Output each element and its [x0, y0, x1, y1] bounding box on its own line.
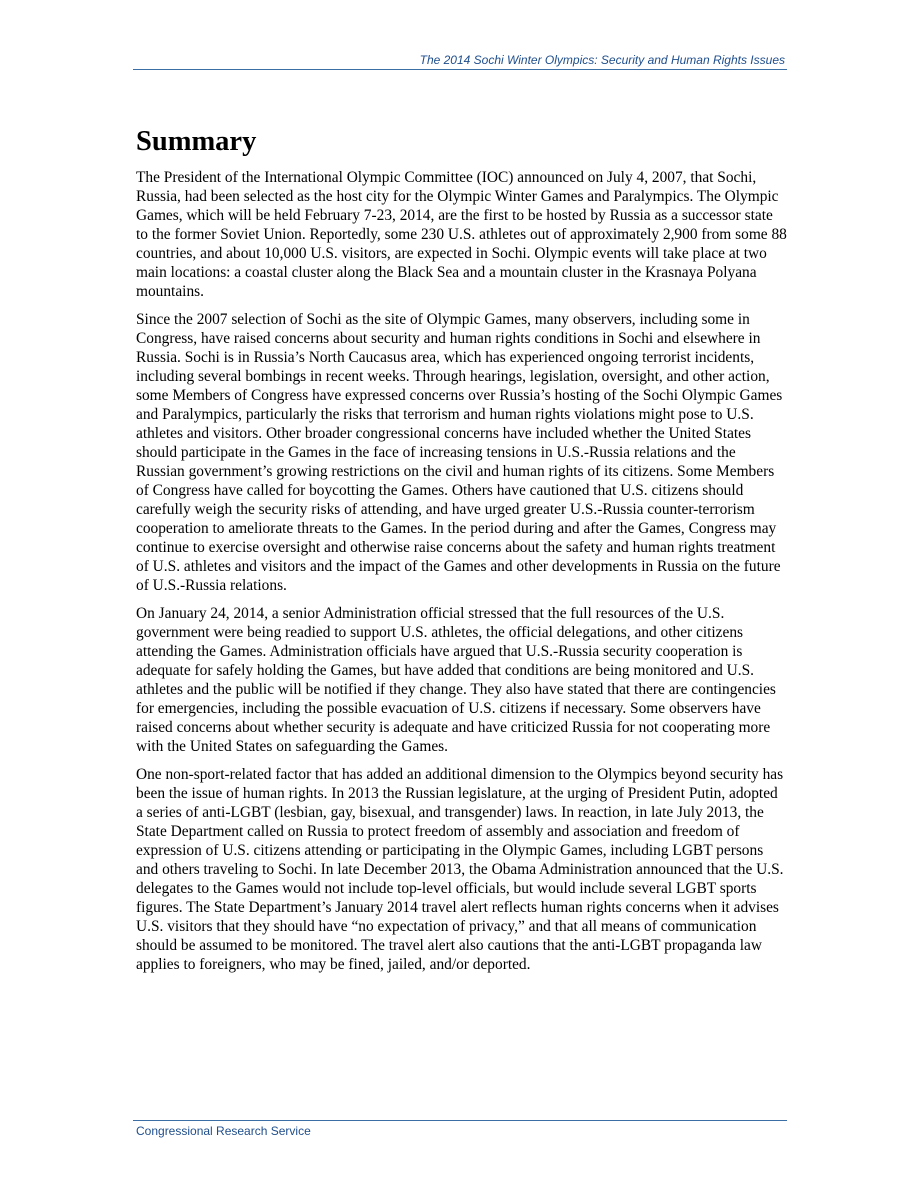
page-footer: [133, 1120, 787, 1138]
summary-paragraph-4: One non-sport-related factor that has added an additional dimension to the Olympics beyond security has been the issue of human rights. In 2013 the Russian legislature, at the urging of President Putin, adopted a series of anti-LGBT (lesbian, gay, bisexual, and transgender) laws. In reaction, in late July 2013, the State Department called on Russia to protect freedom of assembly and association and freedom of expression of U.S. citizens attending or participating in the Olympic Games, including LGBT persons and others traveling to Sochi. In late December 2013, the Obama Administration announced that the U.S. delegates to the Games would not include top-level officials, but would include several LGBT sports figures. The State Department’s January 2014 travel alert reflects human rights concerns when it advises U.S. visitors that they should have “no expectation of privacy,” and that all means of communication should be assumed to be monitored. The travel alert also cautions that the anti-LGBT propaganda law applies to foreigners, who may be fined, jailed, and/or deported.: [136, 766, 784, 973]
footer-source: Congressional Research Service: [136, 1124, 311, 1138]
section-heading: Summary: [136, 126, 257, 157]
summary-paragraph-3: On January 24, 2014, a senior Administration official stressed that the full resources of the U.S. government were being readied to support U.S. athletes, the official delegations, and other citizens attending the Games. Administration officials have argued that U.S.-Russia security cooperation is adequate for safely holding the Games, but have added that conditions are being monitored and U.S. athletes and the public will be notified if they change. They also have stated that there are contingencies for emergencies, including the possible evacuation of U.S. citizens if necessary. Some observers have raised concerns about whether security is adequate and have criticized Russia for not cooperating more with the United States on safeguarding the Games.: [136, 605, 776, 755]
summary-section: [136, 122, 788, 983]
page-header: [133, 53, 787, 70]
summary-paragraph-1: The President of the International Olympic Committee (IOC) announced on July 4, 2007, that Sochi, Russia, had been selected as the host city for the Olympic Winter Games and Paralympics. The Olympic Games, which will be held February 7-23, 2014, are the first to be hosted by Russia as a successor state to the former Soviet Union. Reportedly, some 230 U.S. athletes out of approximately 2,900 from some 88 countries, and about 10,000 U.S. visitors, are expected in Sochi. Olympic events will take place at two main locations: a coastal cluster along the Black Sea and a mountain cluster in the Krasnaya Polyana mountains.: [136, 169, 787, 300]
running-header-title: The 2014 Sochi Winter Olympics: Security and Human Rights Issues: [419, 53, 785, 67]
summary-paragraph-2: Since the 2007 selection of Sochi as the site of Olympic Games, many observers, including some in Congress, have raised concerns about security and human rights conditions in Sochi and elsewhere in Russia. Sochi is in Russia’s North Caucasus area, which has experienced ongoing terrorist incidents, including several bombings in recent weeks. Through hearings, legislation, oversight, and other action, some Members of Congress have expressed concerns over Russia’s hosting of the Sochi Olympic Games and Paralympics, particularly the risks that terrorism and human rights violations might pose to U.S. athletes and visitors. Other broader congressional concerns have included whether the United States should participate in the Games in the face of increasing tensions in U.S.-Russia relations and the Russian government’s growing restrictions on the civil and human rights of its citizens. Some Members of Congress have called for boycotting the Games. Others have cautioned that U.S. citizens should carefully weigh the security risks of attending, and have urged greater U.S.-Russia counter-terrorism cooperation to ameliorate threats to the Games. In the period during and after the Games, Congress may continue to exercise oversight and otherwise raise concerns about the safety and human rights treatment of U.S. athletes and visitors and the impact of the Games and other developments in Russia on the future of U.S.-Russia relations.: [136, 311, 783, 594]
